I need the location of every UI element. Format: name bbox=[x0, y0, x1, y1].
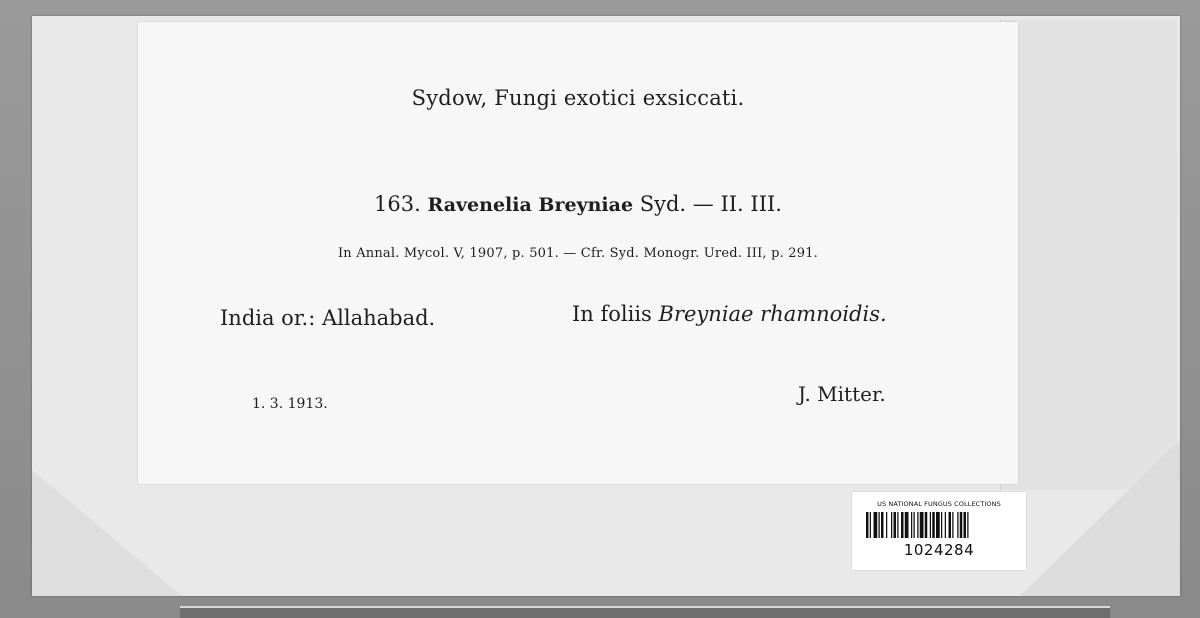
exsiccata-series-title: Sydow, Fungi exotici exsiccati. bbox=[411, 86, 745, 110]
barcode-collection-name: US NATIONAL FUNGUS COLLECTIONS bbox=[877, 500, 1001, 508]
envelope-fold-left bbox=[32, 470, 182, 596]
lower-sheet-edge bbox=[180, 606, 1110, 618]
envelope-fold-right bbox=[1020, 440, 1180, 596]
barcode-sticker bbox=[852, 492, 1026, 570]
taxon-name: Ravenelia Breyniae bbox=[427, 194, 634, 216]
host-species: Breyniae rhamnoidis. bbox=[658, 302, 887, 326]
collection-date: 1. 3. 1913. bbox=[252, 396, 328, 412]
specimen-entry bbox=[138, 192, 1018, 216]
literature-citation: In Annal. Mycol. V, 1907, p. 501. — Cfr. Syd. Monogr. Ured. III, p. 291. bbox=[337, 246, 819, 261]
herbarium-label bbox=[138, 22, 1018, 484]
taxon-authority: Syd. — II. III. bbox=[639, 192, 782, 216]
barcode-number: 1024284 bbox=[903, 541, 975, 559]
envelope-flap-panel bbox=[1000, 20, 1177, 490]
host-prefix: In foliis bbox=[572, 302, 652, 326]
collector-name: J. Mitter. bbox=[798, 382, 886, 406]
host-plant bbox=[572, 302, 887, 326]
collection-locality: India or.: Allahabad. bbox=[220, 306, 436, 330]
entry-number: 163. bbox=[374, 192, 421, 216]
barcode-icon bbox=[866, 512, 1012, 538]
